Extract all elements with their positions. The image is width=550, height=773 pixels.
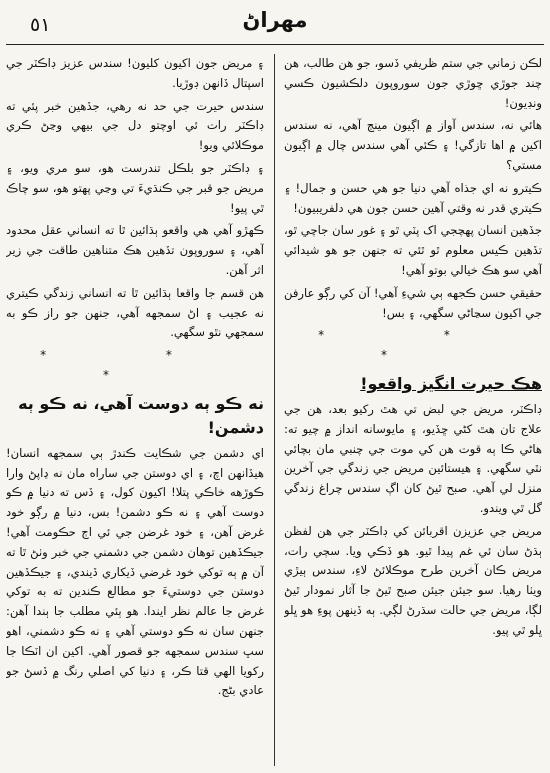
paragraph: مريض جي عزيزن اقربائن کي ڊاڪٽر جي هن لفظن ٻڌڻ سان ئي غم پيدا ٿيو. هو ڏڪي ويا. سڄي رات، مريض ڪان آخرين طرح موڪلائڻ لاءِ، سندس ٻيڙي ويٺا رهيا. سو جيئن جيئن صبح ٿيڻ جا آثار نمودار ٿيڻ لڳا، مريض جي حالت سڌرڻ لڳي. ٻه ڏينهن پوءِ هو ڀلو ڀلو ٿي پيو.: [284, 523, 542, 637]
paragraph: هائي نه، سندس آواز ۾ اڳيون مينڄ آهي، نه سندس اکين ۾ اها تازگي! ۽ ڪئي آهي سندس چال ۾ اڳيون مستي؟: [284, 118, 542, 172]
paragraph: ڪهڙو آهي هي واقعو ٻڌائين ٿا ته انساني عقل محدود آهي، ۽ سوروپون تڏهين هڪ متناهين طاقت جي زير اثر آهن.: [6, 223, 264, 277]
page-number: ٥١: [30, 14, 51, 36]
section-separator: * * *: [40, 348, 230, 382]
paragraph: حقيقي حسن ڪجهه ٻي شيءِ آهي! آن کي رڳو عارفن جي اکيون سڃاڻي سگهي، ۽ بس!: [284, 285, 542, 320]
paragraph: لڪن زماني جي ستم ظريفي ڏسو، جو هن طالب، هن چند جوڙي ڇوڙي جون سوروپون دلڪشيون ڪسي ونڊيون!: [284, 56, 542, 110]
masthead-title: مهراڻ: [242, 8, 308, 32]
paragraph: ۽ مريض جون اکيون کليون! سندس عزيز ڊاڪٽر جي اسپتال ڏانهن ڊوڙيا.: [6, 56, 264, 90]
paragraph: ڊاڪٽر، مريض جي لبض تي هٿ رکيو بعد، هن جي علاج تان هٿ کڻي ڇڏيو، ۽ مايوسانه انداز ۾ چيو ته: هاڻي ڪا ٻه قوت هن کي موت جي چنبي مان بچائي نٿي سگهي. ۽ هيستائين مريض جي زندگي جي آخرين منزل لي آهي. صبح ٿيڻ کان اڳ سندس چراغ زندگي گل ٿي ويندو.: [284, 401, 542, 515]
left-column: [6, 54, 264, 766]
right-column: [284, 54, 542, 766]
section-separator: * * *: [318, 328, 508, 363]
paragraph: اي دشمن جي شڪايت ڪندڙ ٻي سمجهه انسان! هيڏانهن اچ، ۽ اي دوستن جي ساراه مان نه ڍاپڻ وارا ڪوڙهه خاڪي پتلا! اکيون کول، ۽ ڏس ته دنيا ۾ ڪو دوست آهي ۽ نه ڪو دشمن! بس، دنيا ۾ رڳو خود غرض آهن، ۽ خود غرضن جي ئي اڄ حڪومت آهي! جيڪڏهين توهان دشمن جي دشمني جي خبر وٺڻ ٿا ته آن ۾ ٻه توکي خود غرضي ڏيکاري ڏيندي، ۽ جيڪڏهين دوستن جي دوستيءَ جو مطالع ڪندين ته به توکي غرض جا عالم نظر ايندا. هو ٻئي مطلب جا ٻندا آهن: جنهن سان نه ڪو دوستي آهي ۽ نه ڪو دشمني، اهو سڀ سندس سمجهه جو قصور آهي. اکين ان اٽڪا جا رکويا الهي قتا ڪر، ۽ دنيا کي اصلي رنگ ۾ ڏسڻ جو عادي بڻج.: [6, 445, 264, 698]
paragraph: جڏهين انسان پهچجي اک پٽي ٿو ۽ غور سان جاچي ٿو، تڏهين ڪيس معلوم ٿو ٿئي ته جنهن جو هو شيدائي آهي سو هڪ خيالي بوتو آهي!: [284, 223, 542, 277]
article-heading: هڪ حيرت انگيز واقعو!: [360, 373, 542, 393]
article-heading: نه ڪو ٻه دوست آهي، نه ڪو ٻه دشمن!: [18, 393, 264, 437]
paragraph: سندس حيرت جي حد نه رهي، جڏهين خبر پئي ته ڊاڪٽر رات ئي اوچتو دل جي بيهي وڃڻ ڪري موڪلائي ويو!: [6, 98, 264, 153]
paragraph: ۽ ڊاڪٽر جو بلڪل تندرست هو، سو مري ويو، ۽ مريض جو قبر جي ڪنڌيءَ تي وڃي پهتو هو، سو چاڪ ٿي پيو!: [6, 160, 264, 215]
paragraph: ڪيترو نه اي جذاه آهي دنيا جو هي حسن و جمال! ۽ ڪيتري قدر نه وقتي آهين حسن جون هي دلفريبيون!: [284, 180, 542, 215]
column-divider: [274, 54, 275, 766]
page-header: [6, 4, 544, 45]
paragraph: هن قسم جا واقعا ٻڌائين ٿا ته انساني زندگي ڪيتري نه عجيب ۽ اڻ سمجهه آهي، جنهن جو راز ڪو به سمجهي نٿو سگهي.: [6, 285, 264, 340]
